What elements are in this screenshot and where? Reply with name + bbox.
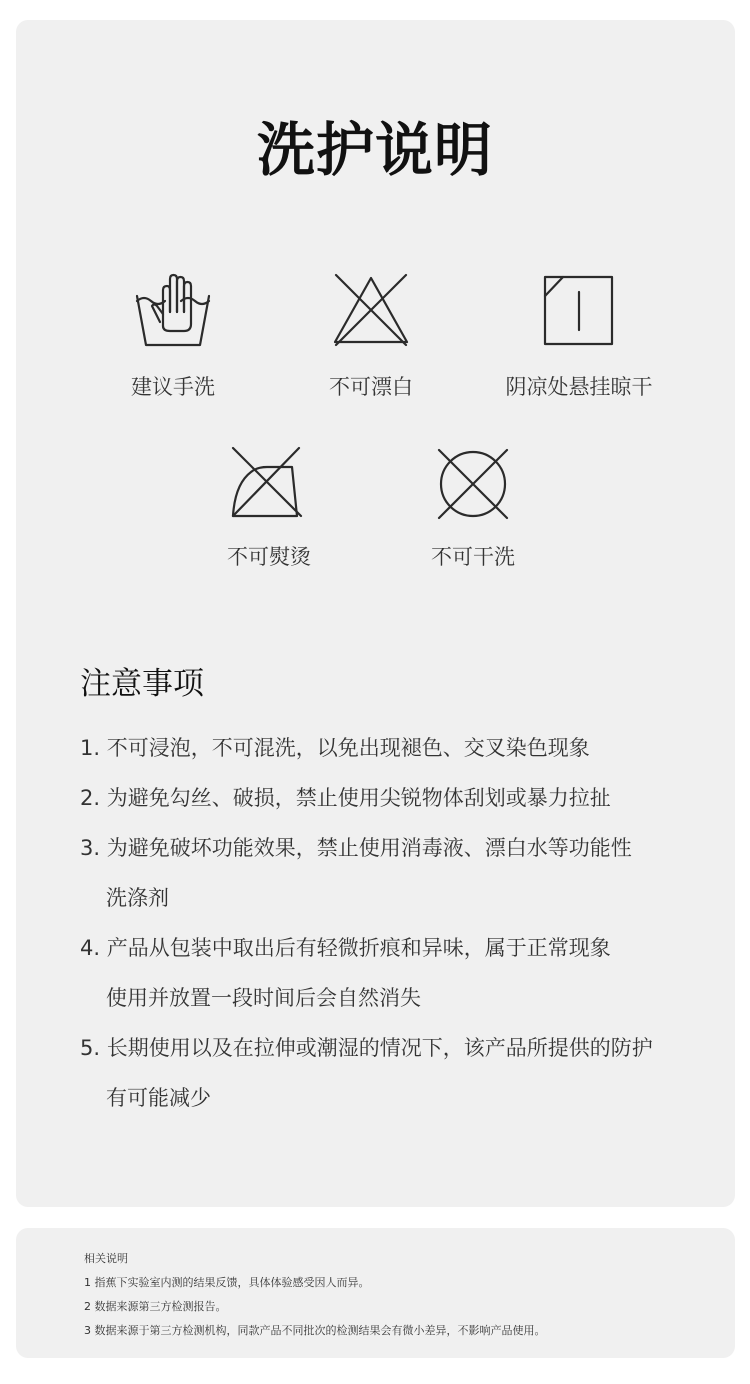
care-label: 建议手洗 <box>131 375 215 399</box>
care-label: 阴凉处悬挂晾干 <box>505 375 653 399</box>
note-item: 3. 为避免破坏功能效果，禁止使用消毒液、漂白水等功能性 <box>80 836 632 860</box>
care-label: 不可干洗 <box>431 545 515 569</box>
note-item: 4. 产品从包装中取出后有轻微折痕和异味，属于正常现象 <box>80 936 611 960</box>
no-iron-icon <box>229 444 309 524</box>
note-item: 5. 长期使用以及在拉伸或潮湿的情况下，该产品所提供的防护 <box>80 1036 653 1060</box>
care-item-line-dry-shade <box>479 270 679 410</box>
hand-wash-icon <box>133 270 213 350</box>
footnote-item: 2 数据来源第三方检测报告。 <box>84 1300 227 1313</box>
page-title: 洗护说明 <box>256 116 493 184</box>
note-item-continuation: 洗涤剂 <box>106 886 169 910</box>
note-item-continuation: 使用并放置一段时间后会自然消失 <box>106 986 421 1010</box>
care-instructions-card <box>16 20 735 1207</box>
care-label: 不可漂白 <box>329 375 413 399</box>
care-item-no-bleach <box>271 270 471 410</box>
notes-heading: 注意事项 <box>80 666 204 702</box>
footnote-item: 1 指蕉下实验室内测的结果反馈，具体体验感受因人而异。 <box>84 1276 370 1289</box>
line-dry-shade-icon <box>539 270 619 350</box>
footnote-heading: 相关说明 <box>84 1252 128 1265</box>
no-bleach-icon <box>331 270 411 350</box>
note-item: 1. 不可浸泡，不可混洗，以免出现褪色、交叉染色现象 <box>80 736 590 760</box>
care-label: 不可熨烫 <box>227 545 311 569</box>
note-item-continuation: 有可能减少 <box>106 1086 211 1110</box>
footnote-item: 3 数据来源于第三方检测机构，同款产品不同批次的检测结果会有微小差异，不影响产品使用。 <box>84 1324 546 1337</box>
no-dry-clean-icon <box>433 444 513 524</box>
care-item-no-iron <box>169 444 369 584</box>
note-item: 2. 为避免勾丝、破损，禁止使用尖锐物体刮划或暴力拉扯 <box>80 786 611 810</box>
care-item-no-dry-clean <box>373 444 573 584</box>
care-item-hand-wash <box>73 270 273 410</box>
